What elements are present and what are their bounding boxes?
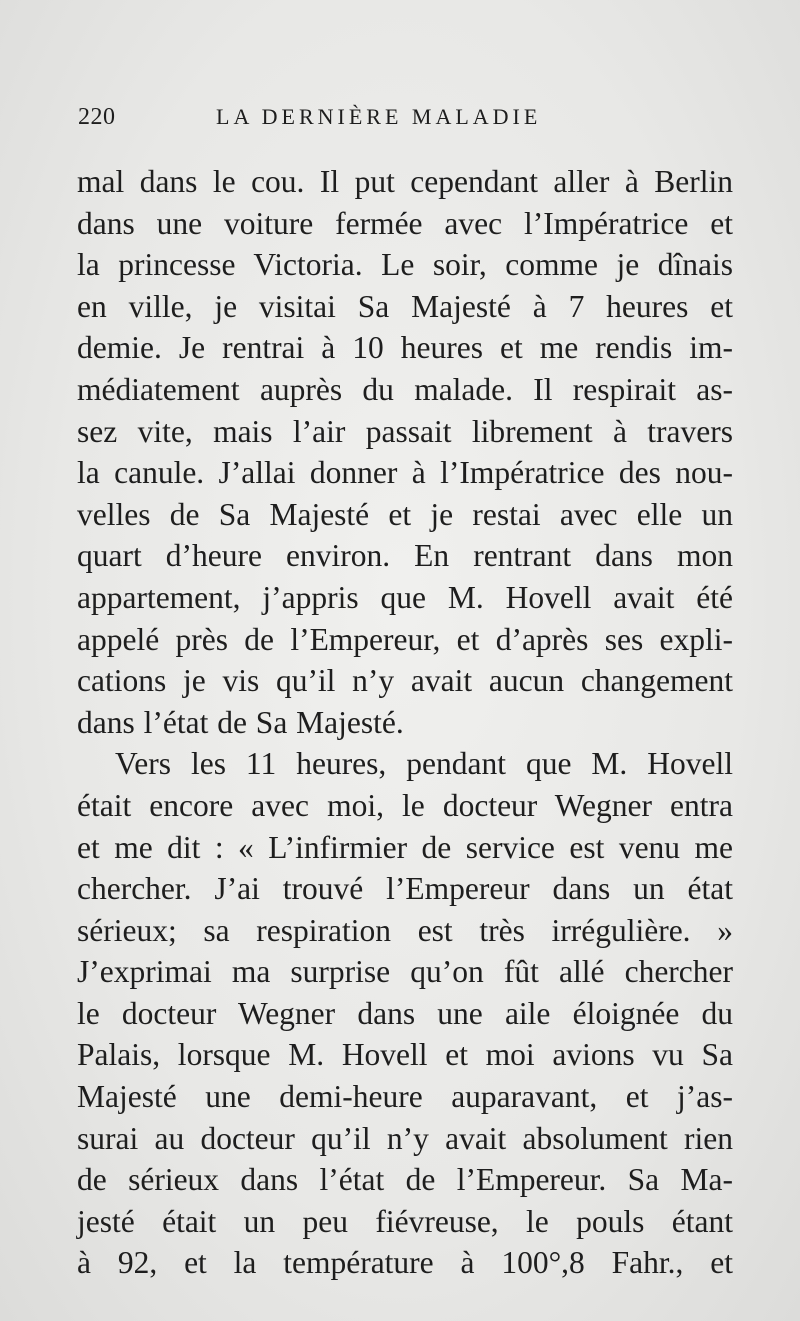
text-line: Palais, lorsque M. Hovell et moi avions vu Sa xyxy=(77,1037,733,1073)
text-line: jesté était un peu fiévreuse, le pouls étant xyxy=(77,1203,733,1239)
text-line: dans une voiture fermée avec l’Impératrice et xyxy=(77,205,733,241)
text-line: le docteur Wegner dans une aile éloignée du xyxy=(77,995,733,1031)
text-line: sérieux; sa respiration est très irrégulière. » xyxy=(77,912,733,948)
text-line: Majesté une demi-heure auparavant, et j’as- xyxy=(77,1079,733,1115)
text-line: la princesse Victoria. Le soir, comme je dînais xyxy=(77,247,733,283)
text-line: demie. Je rentrai à 10 heures et me rendis im- xyxy=(77,330,733,366)
text-line: chercher. J’ai trouvé l’Empereur dans un état xyxy=(77,871,733,907)
text-line: et me dit : « L’infirmier de service est venu me xyxy=(77,829,733,865)
body-text xyxy=(77,161,733,1284)
text-line: appartement, j’appris que M. Hovell avait été xyxy=(77,579,733,615)
text-line: cations je vis qu’il n’y avait aucun changement xyxy=(77,663,733,699)
text-line: de sérieux dans l’état de l’Empereur. Sa Ma- xyxy=(77,1162,733,1198)
running-head: LA DERNIÈRE MALADIE xyxy=(216,104,542,129)
text-line: J’exprimai ma surprise qu’on fût allé chercher xyxy=(77,954,733,990)
text-line: appelé près de l’Empereur, et d’après ses expli- xyxy=(77,621,733,657)
text-line: en ville, je visitai Sa Majesté à 7 heures et xyxy=(77,288,733,324)
text-line: dans l’état de Sa Majesté. xyxy=(77,704,404,740)
page-number: 220 xyxy=(78,104,116,130)
text-line: à 92, et la température à 100°,8 Fahr., et xyxy=(77,1245,733,1281)
text-line: sez vite, mais l’air passait librement à travers xyxy=(77,413,733,449)
text-line: Vers les 11 heures, pendant que M. Hovell xyxy=(115,746,733,782)
text-line: quart d’heure environ. En rentrant dans mon xyxy=(77,538,733,574)
paragraph-2 xyxy=(77,743,733,1284)
text-line: velles de Sa Majesté et je restai avec elle un xyxy=(77,496,733,532)
text-line: surai au docteur qu’il n’y avait absolument rien xyxy=(77,1120,733,1156)
text-line: la canule. J’allai donner à l’Impératrice des nou- xyxy=(77,455,733,491)
text-line: était encore avec moi, le docteur Wegner entra xyxy=(77,787,733,823)
paragraph-1 xyxy=(77,161,733,743)
text-line: médiatement auprès du malade. Il respirait as- xyxy=(77,371,733,407)
text-line: mal dans le cou. Il put cependant aller à Berlin xyxy=(77,164,733,199)
page-header xyxy=(78,104,733,138)
